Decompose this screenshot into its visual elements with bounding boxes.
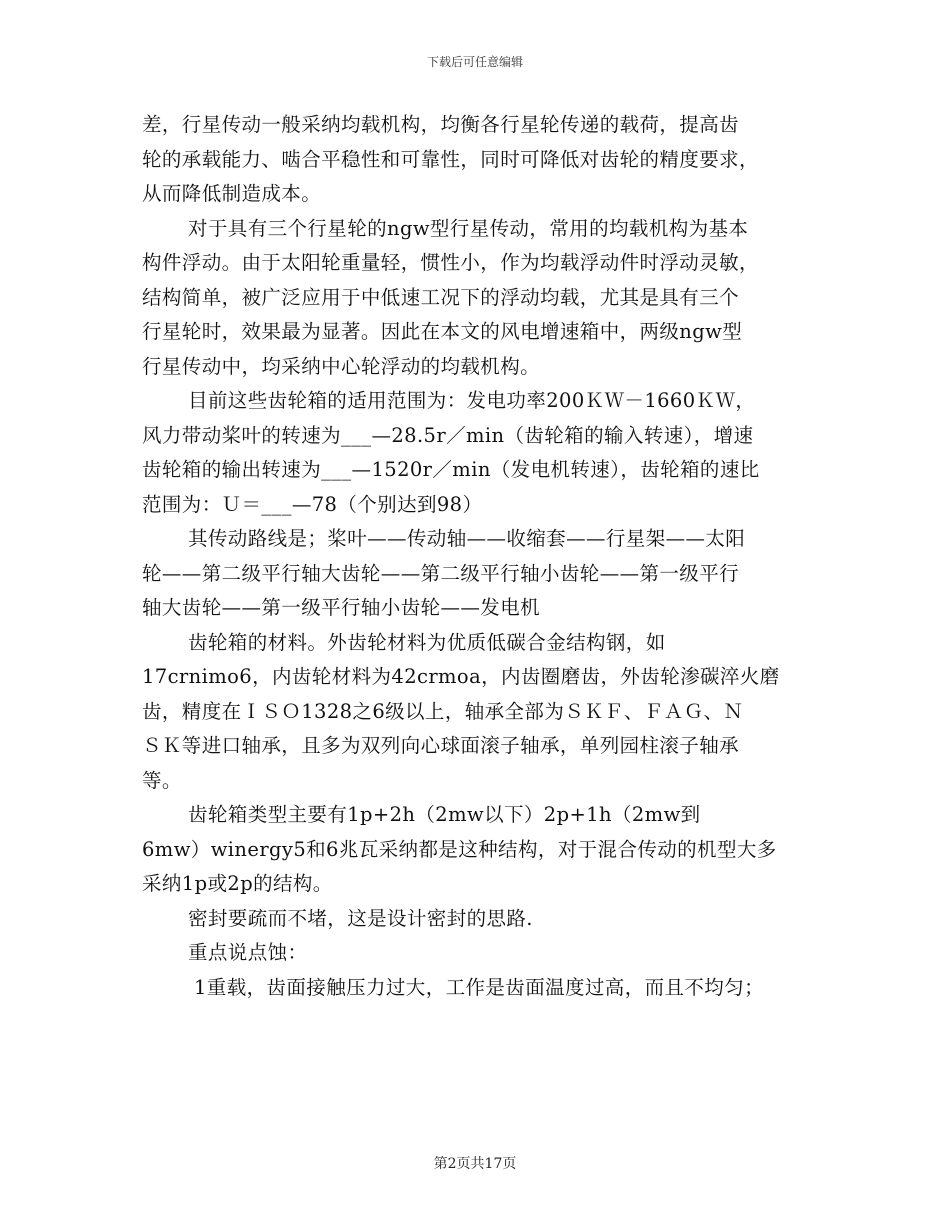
text-line: 轮——第二级平行轴大齿轮——第二级平行轴小齿轮——第一级平行: [142, 561, 740, 585]
text-line: 齿，精度在ＩＳＯ1328之6级以上，轴承全部为ＳＫＦ、ＦＡＧ、Ｎ: [142, 699, 744, 723]
text-line: 轮的承载能力、啮合平稳性和可靠性，同时可降低对齿轮的精度要求，: [142, 147, 759, 171]
text-line: 从而降低制造成本。: [142, 182, 322, 205]
text-line: 目前这些齿轮箱的适用范围为：发电功率200ＫＷ－1660ＫＷ，: [188, 389, 756, 412]
text-line: 结构简单，被广泛应用于中低速工况下的浮动均载，尤其是具有三个: [142, 285, 740, 309]
text-line: 行星轮时，效果最为显著。因此在本文的风电增速箱中，两级ngw型: [142, 320, 743, 343]
page-header: 下载后可任意编辑: [426, 55, 523, 69]
text-line: 17crnimo6，内齿轮材料为42crmoa，内齿圈磨齿，外齿轮渗碳淬火磨: [142, 665, 780, 688]
text-line: 对于具有三个行星轮的ngw型行星传动，常用的均载机构为基本: [188, 216, 749, 240]
text-line: 构件浮动。由于太阳轮重量轻，惯性小，作为均载浮动件时浮动灵敏，: [142, 251, 759, 274]
text-line: 6mw）winergy5和6兆瓦采纳都是这种结构，对于混合传动的机型大多: [142, 837, 777, 861]
text-line: 差，行星传动一般采纳均载机构，均衡各行星轮传递的载荷，提高齿: [142, 113, 740, 136]
page-footer: 第2页共17页: [433, 1156, 517, 1172]
text-line: 齿轮箱类型主要有1p+2h（2mw以下）2p+1h（2mw到: [188, 803, 701, 826]
text-line: 齿轮箱的输出转速为___—1520r／min（发电机转速），齿轮箱的速比: [142, 458, 760, 481]
text-line: 其传动路线是；桨叶——传动轴——收缩套——行星架——太阳: [188, 527, 746, 550]
text-line: 重点说点蚀：: [188, 941, 308, 964]
text-line: 风力带动桨叶的转速为___—28.5r／min（齿轮箱的输入转速），增速: [142, 423, 754, 447]
text-line: 密封要疏而不堵，这是设计密封的思路.: [188, 906, 533, 930]
text-line: 齿轮箱的材料。外齿轮材料为优质低碳合金结构钢，如: [188, 630, 666, 654]
text-line: 行星传动中，均采纳中心轮浮动的均载机构。: [142, 354, 541, 378]
text-line: 范围为：Ｕ＝___—78（个别达到98）: [142, 492, 483, 516]
text-line: 轴大齿轮——第一级平行轴小齿轮——发电机: [142, 596, 541, 619]
text-line: 采纳1p或2p的结构。: [142, 872, 333, 895]
text-line: 等。: [142, 768, 182, 792]
body-text: [142, 108, 812, 1005]
text-line: 1重载，齿面接触压力过大，工作是齿面温度过高，而且不均匀；: [194, 975, 765, 999]
text-line: ＳＫ等进口轴承，且多为双列向心球面滚子轴承，单列园柱滚子轴承: [142, 734, 740, 757]
